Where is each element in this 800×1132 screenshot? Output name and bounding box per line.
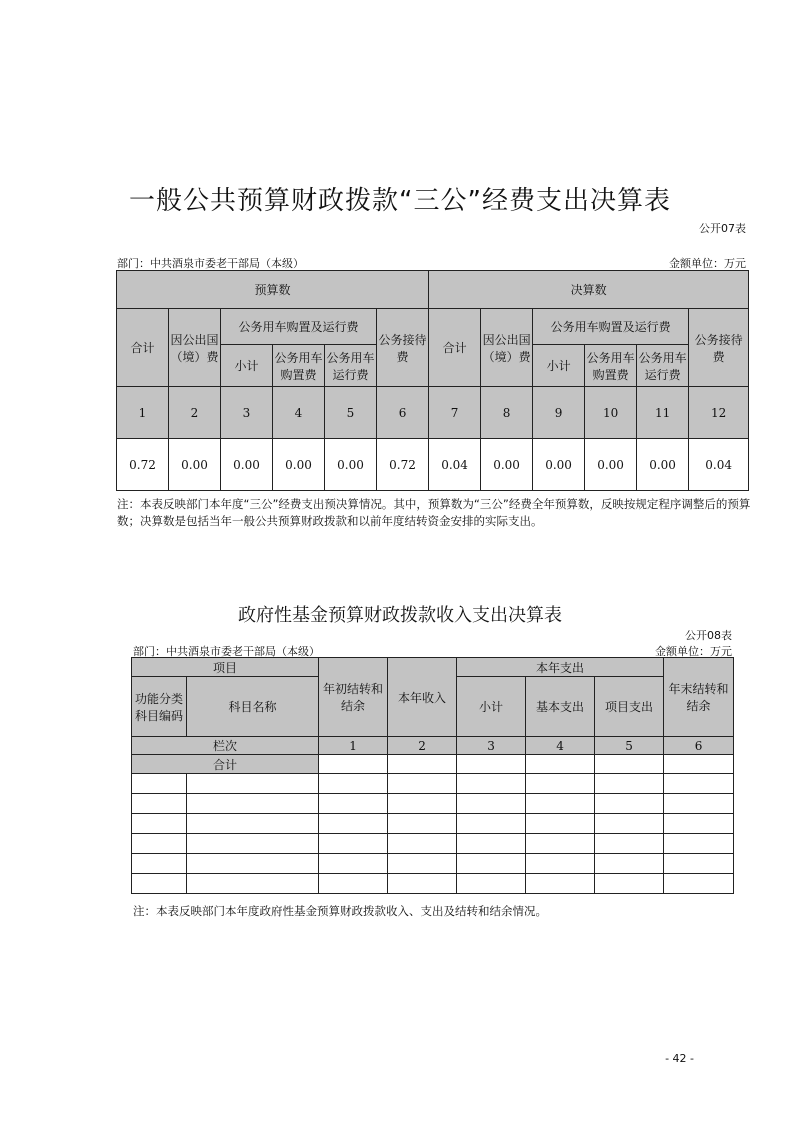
project-expense-header: 项目支出 [595,677,664,737]
item-header: 项目 [132,658,319,677]
value-cell: 0.04 [429,439,481,491]
value-cell: 0.72 [377,439,429,491]
column-number: 4 [526,737,595,755]
table-row [132,794,734,814]
subject-name-header: 科目名称 [187,677,319,737]
expense-subtotal-header: 小计 [457,677,526,737]
column-number: 3 [221,387,273,439]
budget-abroad-header: 因公出国（境）费 [169,309,221,387]
table-row [132,774,734,794]
final-subtotal-header: 小计 [533,345,585,387]
column-number: 6 [664,737,734,755]
empty-cell [664,755,734,774]
final-total-header: 合计 [429,309,481,387]
column-number: 2 [169,387,221,439]
final-reception-header: 公务接待费 [689,309,749,387]
column-number: 12 [689,387,749,439]
value-cell: 0.00 [169,439,221,491]
budget-subtotal-header: 小计 [221,345,273,387]
table-row [132,834,734,854]
column-number: 7 [429,387,481,439]
column-number: 10 [585,387,637,439]
budget-group-header: 预算数 [117,271,429,309]
empty-cell [457,755,526,774]
budget-total-header: 合计 [117,309,169,387]
three-public-expenses-table [116,270,749,491]
value-cell: 0.00 [637,439,689,491]
table1-title: 一般公共预算财政拨款“三公”经费支出决算表 [129,186,671,216]
carryover-begin-header: 年初结转和结余 [319,658,388,737]
column-number: 5 [325,387,377,439]
column-number: 6 [377,387,429,439]
column-number: 1 [319,737,388,755]
expense-group-header: 本年支出 [457,658,664,677]
value-cell: 0.04 [689,439,749,491]
table-row [132,814,734,834]
table2-unit: 金额单位：万元 [655,645,732,658]
budget-vehicle-header: 公务用车购置及运行费 [221,309,377,345]
value-cell: 0.00 [273,439,325,491]
column-number: 2 [388,737,457,755]
table-row [132,874,734,894]
column-number: 5 [595,737,664,755]
column-number: 3 [457,737,526,755]
column-number: 1 [117,387,169,439]
table1-unit: 金额单位：万元 [669,257,746,270]
table-row [132,854,734,874]
basic-expense-header: 基本支出 [526,677,595,737]
value-cell: 0.72 [117,439,169,491]
table2-note: 注：本表反映部门本年度政府性基金预算财政拨款收入、支出及结转和结余情况。 [133,904,547,918]
column-number: 11 [637,387,689,439]
row-number-label: 栏次 [132,737,319,755]
total-row-label: 合计 [132,755,319,774]
table2-department: 部门：中共酒泉市委老干部局（本级） [133,645,320,658]
code-header: 功能分类科目编码 [132,677,187,737]
final-vehicle-header: 公务用车购置及运行费 [533,309,689,345]
table1-form-number: 公开07表 [699,222,746,235]
value-cell: 0.00 [221,439,273,491]
page-number: - 42 - [665,1052,694,1065]
final-purchase-header: 公务用车购置费 [585,345,637,387]
budget-purchase-header: 公务用车购置费 [273,345,325,387]
final-operation-header: 公务用车运行费 [637,345,689,387]
table1-department: 部门：中共酒泉市委老干部局（本级） [117,257,304,270]
value-cell: 0.00 [585,439,637,491]
government-fund-table [131,657,734,894]
empty-cell [526,755,595,774]
value-cell: 0.00 [533,439,585,491]
table2-title: 政府性基金预算财政拨款收入支出决算表 [238,605,562,626]
column-number: 4 [273,387,325,439]
column-number: 9 [533,387,585,439]
value-cell: 0.00 [325,439,377,491]
empty-cell [595,755,664,774]
value-cell: 0.00 [481,439,533,491]
table2-form-number: 公开08表 [685,629,732,642]
budget-operation-header: 公务用车运行费 [325,345,377,387]
column-number: 8 [481,387,533,439]
empty-cell [319,755,388,774]
income-header: 本年收入 [388,658,457,737]
table1-note: 注：本表反映部门本年度“三公”经费支出预决算情况。其中，预算数为“三公”经费全年预算数，反映按规定程序调整后的预算数；决算数是包括当年一般公共预算财政拨款和以前年度结转资金安排的实际支出。 [117,497,751,528]
empty-cell [388,755,457,774]
carryover-end-header: 年末结转和结余 [664,658,734,737]
final-group-header: 决算数 [429,271,749,309]
final-abroad-header: 因公出国（境）费 [481,309,533,387]
budget-reception-header: 公务接待费 [377,309,429,387]
